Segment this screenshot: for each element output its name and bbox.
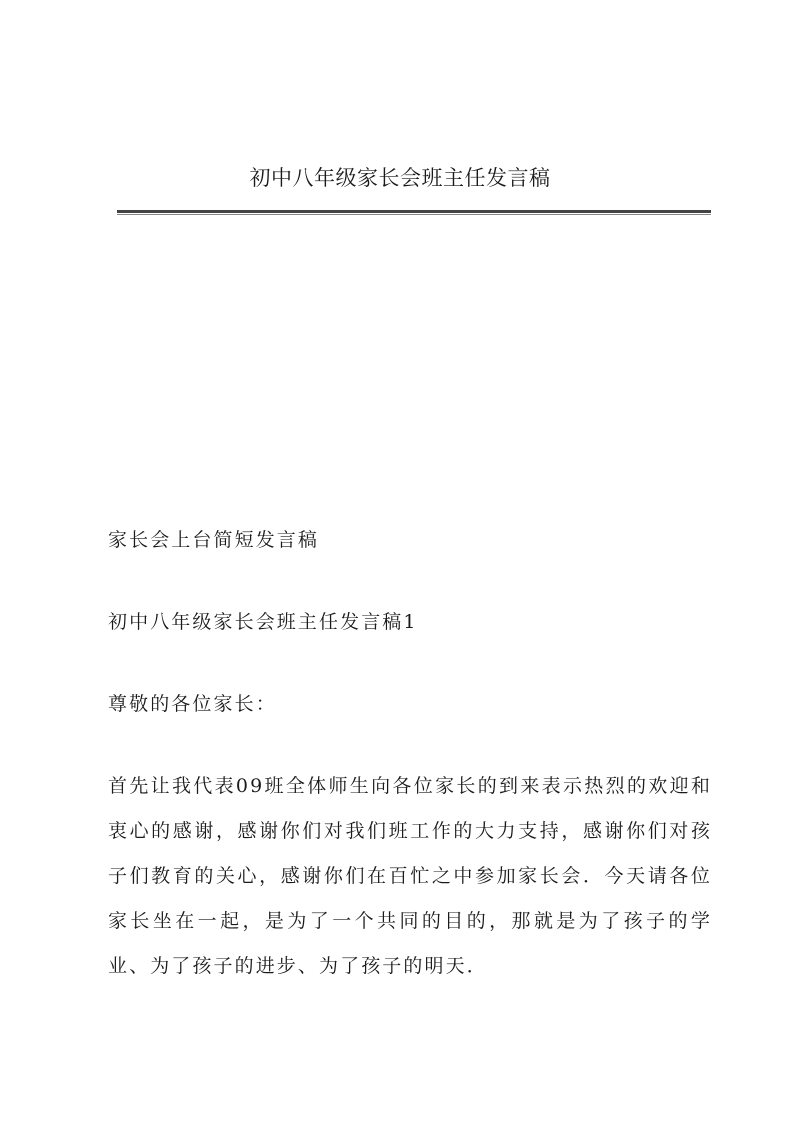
section-heading: 初中八年级家长会班主任发言稿1 (108, 611, 418, 633)
document-title: 初中八年级家长会班主任发言稿 (249, 166, 551, 190)
document-body (108, 522, 712, 989)
page-header (0, 162, 800, 194)
header-divider (117, 210, 711, 213)
body-paragraph: 首先让我代表09班全体师生向各位家长的到来表示热烈的欢迎和衷心的感谢，感谢你们对我们班工作的大力支持，感谢你们对孩子们教育的关心，感谢你们在百忙之中参加家长会．今天请各位家长坐在一起，是为了一个共同的目的，那就是为了孩子的学业、为了孩子的进步、为了孩子的明天． (108, 775, 712, 977)
subtitle: 家长会上台简短发言稿 (108, 529, 320, 551)
greeting: 尊敬的各位家长： (108, 693, 277, 715)
